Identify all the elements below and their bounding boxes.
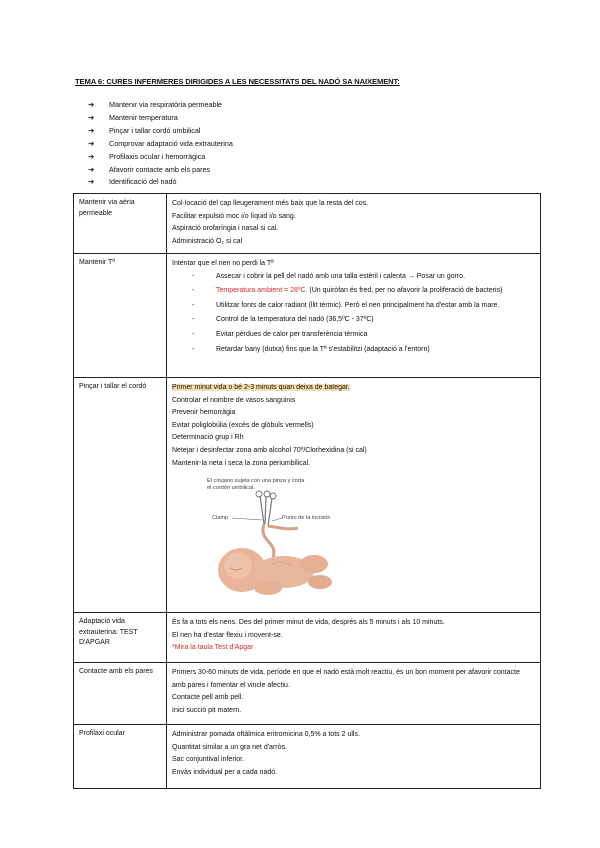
arrow-right-icon: ➔	[88, 112, 95, 122]
row-content: És fa a tots els nens. Des del primer minut de vida, després als 5 minuts i als 10 minuts. El nen ha d'estar flexiu i movent-se. *Mira la taula Test d'Apgar	[167, 613, 541, 663]
cord-clamping-illustration	[202, 478, 352, 603]
arrow-right-icon: ➔	[88, 177, 95, 187]
row-label: Contacte amb els pares	[74, 663, 167, 725]
row-content: Intentar que el nen no perdi la Tª - Assecar i cobrir la pell del nadó amb una talla estèril i calenta → Posar un gorro. - Temperatura ambient = 28ºC. (Un quiròfan és fred, per no afavorir la proliferació de bacteris) - Utilitzar fonts de calor radiant (llit tèrmic). Però el nen principalment ha d'estar amb la mare. - Control de la temperatura del nadó (36,5ºC - 37ºC) - Evitar pèrdues de calor per transferència tèrmica - Retardar bany (dutxa) fins que la Tª s'estabilitzi (adaptació a l'entorn)	[167, 254, 541, 378]
list-item: - Evitar pèrdues de calor per transferència tèrmica	[192, 330, 368, 338]
list-item: ➔ Pinçar i tallar cordó umbilical	[88, 125, 233, 138]
list-item: - Utilitzar fonts de calor radiant (llit tèrmic). Però el nen principalment ha d'estar amb la mare.	[192, 301, 500, 309]
row-label: Adaptació vida extrauterina: TEST D'APGAR	[74, 613, 167, 663]
care-table	[73, 193, 541, 789]
list-item: ➔ Afavorir contacte amb els pares	[88, 164, 233, 177]
list-item: - Assecar i cobrir la pell del nadó amb una talla estèril i calenta → Posar un gorro.	[192, 272, 466, 280]
figure-label-incision: Punto de la incisión	[282, 515, 331, 522]
table-row	[74, 254, 541, 378]
list-item: - Control de la temperatura del nadó (36,5ºC - 37ºC)	[192, 316, 374, 324]
goals-list	[88, 99, 233, 189]
row-content: Col·locació del cap lleugerament més baix que la resta del cos. Facilitar expulsió moc i/o líquid i/o sang. Aspiració orofaríngia i nasal si cal. Administració O₂ si cal	[167, 194, 541, 254]
table-row	[74, 194, 541, 254]
arrow-right-icon: ➔	[88, 125, 95, 135]
figure-caption: El cirujano sujeta con una pinza y corta el cordón umbilical.	[207, 478, 305, 492]
figure-label-clamp: Clamp	[212, 515, 229, 522]
newborn-icon	[202, 478, 352, 603]
list-item: - Retardar bany (dutxa) fins que la Tª s'estabilitzi (adaptació a l'entorn)	[192, 345, 430, 353]
temperature-list	[172, 271, 535, 356]
list-item: ➔ Comprovar adaptació vida extrauterina	[88, 138, 233, 151]
arrow-right-icon: ➔	[88, 100, 95, 109]
row-label: Mantenir Tª	[74, 254, 167, 378]
apgar-note: *Mira la taula Test d'Apgar	[172, 644, 254, 652]
arrow-right-icon: ➔	[88, 164, 95, 174]
table-row	[74, 378, 541, 613]
list-item: ➔ Mantenir temperatura	[88, 112, 233, 125]
row-content: Administrar pomada oftàlmica eritromicina 0,5% a tots 2 ulls. Quantitat similar a un gra net d'arròs. Sac conjuntival inferior. Envàs individual per a cada nadó.	[167, 725, 541, 789]
row-label: Mantenir via aèria permeable	[74, 194, 167, 254]
table-row	[74, 663, 541, 725]
row-content: Primers 30-60 minuts de vida, període en que el nadó està molt reactiu, és un bon moment per afavorir contacte amb pares i fomentar el vincle afectiu. Contacte pell amb pell. Inici succió pit matern.	[167, 663, 541, 725]
list-item: ➔ Profilaxis ocular i hemorràgica	[88, 151, 233, 164]
table-row	[74, 613, 541, 663]
row-label: Profilaxi ocular	[74, 725, 167, 789]
arrow-right-icon: ➔	[88, 151, 95, 161]
arrow-right-icon: ➔	[88, 138, 95, 148]
table-row	[74, 725, 541, 789]
page-title: TEMA 6: CURES INFERMERES DIRIGIDES A LES NECESSITATS DEL NADÓ SA NAIXEMENT:	[75, 77, 400, 86]
row-label: Pinçar i tallar el cordó	[74, 378, 167, 613]
row-content: Primer minut vida o bé 2-3 minuts quan deixa de bategar. Controlar el nombre de vasos sanguinis Prevenir hemorràgia Evitar poliglobúlia (excés de glòbuls vermells) Determinació grup i Rh Netejar i desinfectar zona amb alcohol 70º/Clorhexidina (si cal) Mantenir-la neta i seca la zona periumbilical. El cirujano sujeta con una pinza y corta el cordón umbilical. Clamp Punto de la incisión	[167, 378, 541, 613]
list-item: ➔ Identificació del nadó	[88, 176, 233, 189]
list-item: ➔ Mantenir via respiratòria permeable	[88, 99, 233, 112]
list-item: - Temperatura ambient = 28ºC. (Un quiròfan és fred, per no afavorir la proliferació de bacteris)	[192, 287, 503, 295]
highlighted-text: Primer minut vida o bé 2-3 minuts quan deixa de bategar.	[172, 384, 350, 391]
